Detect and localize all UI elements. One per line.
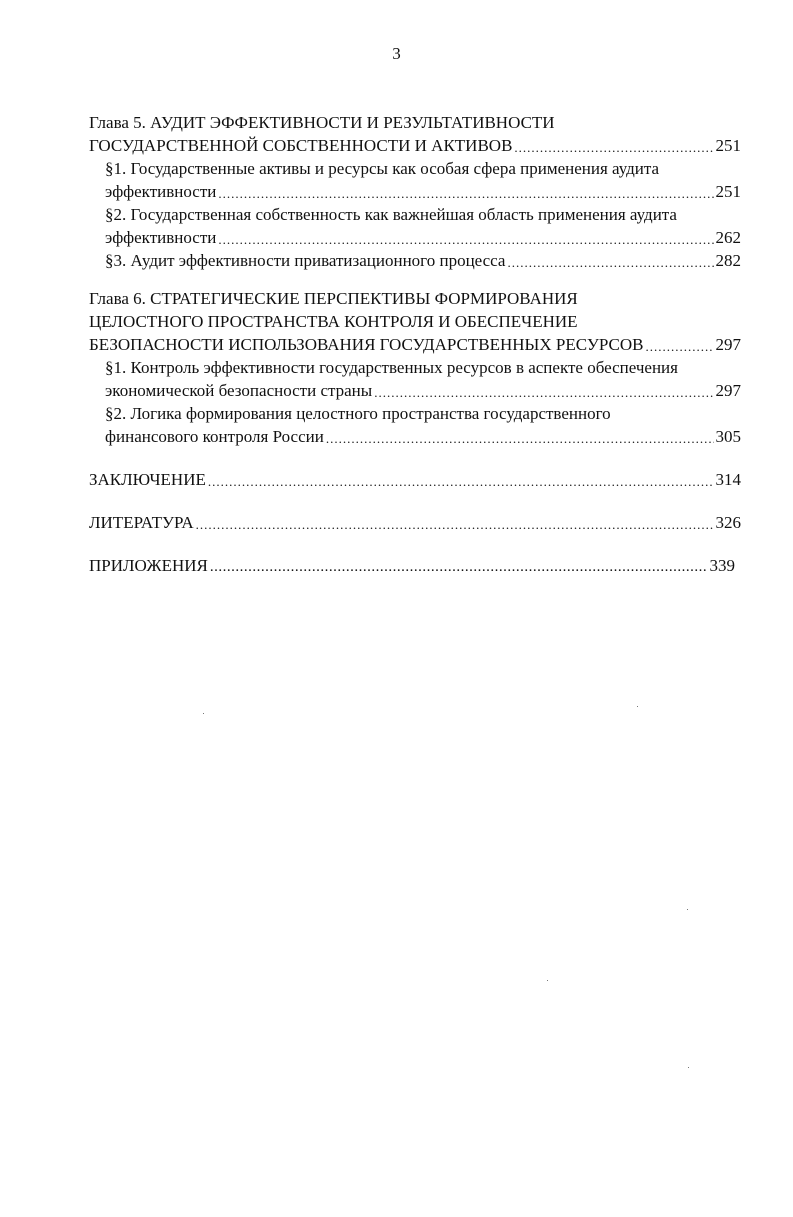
section-title-line-1: §2. Государственная собственность как важнейшая область применения аудита bbox=[105, 205, 677, 224]
section-title-line-1: §2. Логика формирования целостного пространства государственного bbox=[105, 404, 611, 423]
dot-leader bbox=[374, 383, 713, 402]
chapter-5-section-2 bbox=[89, 203, 741, 249]
literature-page: 326 bbox=[715, 513, 741, 532]
section-page: 251 bbox=[715, 182, 741, 201]
scan-speck bbox=[688, 1067, 689, 1068]
section-title-text: эффективности bbox=[105, 228, 217, 247]
section-page: 282 bbox=[715, 251, 741, 270]
scan-speck bbox=[547, 980, 548, 981]
section-title-line-2 bbox=[105, 379, 741, 402]
section-page: 297 bbox=[715, 381, 741, 400]
dot-leader bbox=[210, 558, 708, 577]
chapter-5-page: 251 bbox=[715, 136, 741, 155]
section-page: 305 bbox=[715, 427, 741, 446]
literature-entry bbox=[89, 511, 741, 534]
appendices-page: 339 bbox=[709, 556, 735, 575]
scan-speck bbox=[203, 713, 204, 714]
section-title-line-1: §1. Контроль эффективности государственных ресурсов в аспекте обеспечения bbox=[105, 358, 678, 377]
literature-label: ЛИТЕРАТУРА bbox=[89, 513, 194, 532]
chapter-6-page: 297 bbox=[715, 335, 741, 354]
chapter-6-title-line-1: Глава 6. СТРАТЕГИЧЕСКИЕ ПЕРСПЕКТИВЫ ФОРМИРОВАНИЯ bbox=[89, 289, 578, 308]
dot-leader bbox=[326, 429, 714, 448]
chapter-6-title-text: БЕЗОПАСНОСТИ ИСПОЛЬЗОВАНИЯ ГОСУДАРСТВЕННЫХ РЕСУРСОВ bbox=[89, 335, 644, 354]
scan-speck bbox=[637, 706, 638, 707]
chapter-5-section-3 bbox=[89, 249, 741, 272]
dot-leader bbox=[507, 253, 713, 272]
chapter-5-section-1 bbox=[89, 157, 741, 203]
section-title-text: §3. Аудит эффективности приватизационного процесса bbox=[105, 251, 506, 270]
chapter-6-entry bbox=[89, 287, 741, 356]
chapter-6-section-2 bbox=[89, 402, 741, 448]
scan-speck bbox=[687, 909, 688, 910]
conclusion-line bbox=[89, 468, 741, 491]
chapter-6-title-line-2: ЦЕЛОСТНОГО ПРОСТРАНСТВА КОНТРОЛЯ И ОБЕСПЕЧЕНИЕ bbox=[89, 312, 578, 331]
dot-leader bbox=[208, 472, 714, 491]
section-title-line-1 bbox=[105, 249, 741, 272]
section-title-text: финансового контроля России bbox=[105, 427, 324, 446]
dot-leader bbox=[645, 337, 713, 356]
chapter-6-title-line-3 bbox=[89, 333, 741, 356]
conclusion-page: 314 bbox=[715, 470, 741, 489]
section-title-line-2 bbox=[105, 226, 741, 249]
section-title-text: эффективности bbox=[105, 182, 217, 201]
chapter-5-title-line-1: Глава 5. АУДИТ ЭФФЕКТИВНОСТИ И РЕЗУЛЬТАТИВНОСТИ bbox=[89, 113, 555, 132]
conclusion-entry bbox=[89, 468, 741, 491]
appendices-entry bbox=[89, 554, 735, 577]
dot-leader bbox=[218, 230, 713, 249]
table-of-contents bbox=[89, 111, 741, 577]
literature-line bbox=[89, 511, 741, 534]
conclusion-label: ЗАКЛЮЧЕНИЕ bbox=[89, 470, 206, 489]
chapter-6-section-1 bbox=[89, 356, 741, 402]
dot-leader bbox=[196, 515, 714, 534]
dot-leader bbox=[514, 138, 713, 157]
appendices-label: ПРИЛОЖЕНИЯ bbox=[89, 556, 208, 575]
section-title-line-2 bbox=[105, 425, 741, 448]
chapter-5-title-line-2 bbox=[89, 134, 741, 157]
page-number: 3 bbox=[392, 44, 401, 63]
appendices-line bbox=[89, 554, 735, 577]
section-title-line-2 bbox=[105, 180, 741, 203]
chapter-5-entry bbox=[89, 111, 741, 157]
chapter-5-title-text: ГОСУДАРСТВЕННОЙ СОБСТВЕННОСТИ И АКТИВОВ bbox=[89, 136, 513, 155]
section-title-line-1: §1. Государственные активы и ресурсы как особая сфера применения аудита bbox=[105, 159, 660, 178]
section-title-text: экономической безопасности страны bbox=[105, 381, 373, 400]
dot-leader bbox=[218, 184, 713, 203]
section-page: 262 bbox=[715, 228, 741, 247]
